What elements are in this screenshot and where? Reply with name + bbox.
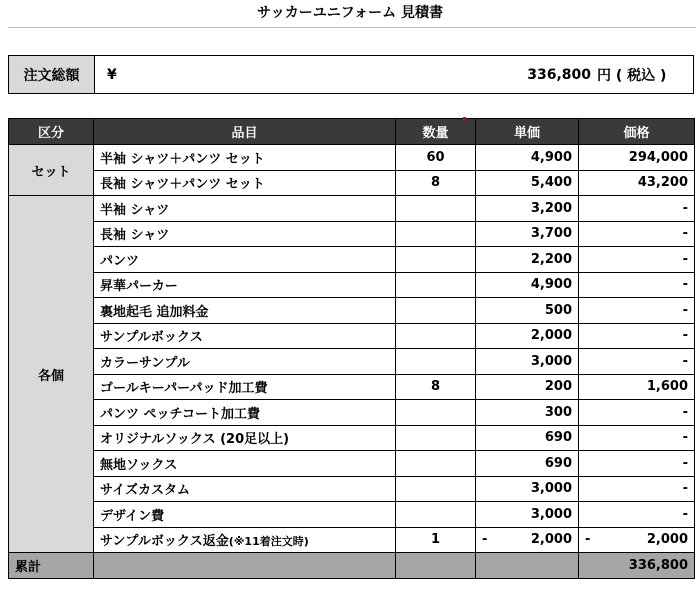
- cell-comment-marker: [463, 117, 466, 120]
- quantity-cell: [396, 400, 476, 426]
- estimate-table: [8, 118, 695, 579]
- table-row: [9, 196, 695, 222]
- price-cell: -: [579, 298, 695, 324]
- table-row: [9, 374, 695, 400]
- unit-price-cell: 500: [476, 298, 579, 324]
- quantity-cell: 60: [396, 145, 476, 171]
- price-cell: -: [579, 272, 695, 298]
- price-cell: -: [579, 400, 695, 426]
- price-cell: -: [579, 502, 695, 528]
- item-cell: 長袖 シャツ＋パンツ セット: [94, 170, 396, 196]
- quantity-cell: [396, 221, 476, 247]
- table-row: [9, 272, 695, 298]
- minus-sign: -: [482, 532, 488, 548]
- price-cell: 294,000: [579, 145, 695, 171]
- price-cell: -: [579, 425, 695, 451]
- price-cell: [579, 527, 695, 553]
- quantity-cell: [396, 476, 476, 502]
- unit-price-cell: 690: [476, 425, 579, 451]
- item-cell: 無地ソックス: [94, 451, 396, 477]
- header-row: [9, 119, 695, 145]
- quantity-cell: 8: [396, 374, 476, 400]
- unit-price-cell: 2,200: [476, 247, 579, 273]
- total-row: [9, 553, 695, 579]
- table-row: [9, 451, 695, 477]
- table-row: [9, 476, 695, 502]
- unit-price-cell: 690: [476, 451, 579, 477]
- table-row: [9, 221, 695, 247]
- order-total-box: [8, 55, 694, 94]
- item-cell: 昇華パーカー: [94, 272, 396, 298]
- table-row: [9, 502, 695, 528]
- quantity-cell: [396, 247, 476, 273]
- unit-price-cell: 3,000: [476, 349, 579, 375]
- total-filler: [476, 553, 579, 579]
- item-cell: パンツ: [94, 247, 396, 273]
- item-note: (※11着注文時): [228, 535, 309, 549]
- col-header-unit-price: 単価: [476, 119, 579, 145]
- item-name: サンプルボックス返金: [100, 534, 229, 550]
- item-cell: 半袖 シャツ: [94, 196, 396, 222]
- table-row: [9, 170, 695, 196]
- title-divider: [8, 27, 696, 28]
- price-cell: 1,600: [579, 374, 695, 400]
- table-row: [9, 527, 695, 553]
- unit-price-value: 2,000: [530, 532, 572, 548]
- unit-price-cell: 3,000: [476, 476, 579, 502]
- unit-price-cell: 3,000: [476, 502, 579, 528]
- total-filler: [396, 553, 476, 579]
- quantity-cell: [396, 425, 476, 451]
- order-total-label: 注文総額: [9, 56, 95, 93]
- section-label-set: セット: [9, 145, 94, 196]
- table-row: [9, 247, 695, 273]
- section-label-individual: 各個: [9, 196, 94, 553]
- item-cell: パンツ ペッチコート加工費: [94, 400, 396, 426]
- item-cell: 長袖 シャツ: [94, 221, 396, 247]
- order-total-amount: 336,800: [527, 66, 591, 83]
- item-cell: [94, 527, 396, 553]
- quantity-cell: 8: [396, 170, 476, 196]
- quantity-cell: [396, 196, 476, 222]
- quantity-cell: 1: [396, 527, 476, 553]
- item-cell: サイズカスタム: [94, 476, 396, 502]
- item-cell: 裏地起毛 追加料金: [94, 298, 396, 324]
- item-cell: ゴールキーパーパッド加工費: [94, 374, 396, 400]
- price-cell: -: [579, 476, 695, 502]
- item-cell: オリジナルソックス (20足以上): [94, 425, 396, 451]
- currency-symbol: ¥: [107, 66, 117, 83]
- col-header-price: 価格: [579, 119, 695, 145]
- unit-price-cell: 300: [476, 400, 579, 426]
- price-cell: -: [579, 323, 695, 349]
- table-row: [9, 349, 695, 375]
- table-row: [9, 298, 695, 324]
- table-row: [9, 323, 695, 349]
- col-header-quantity: 数量: [396, 119, 476, 145]
- document-title: サッカーユニフォーム 見積書: [257, 5, 443, 21]
- table-row: [9, 145, 695, 171]
- quantity-cell: [396, 298, 476, 324]
- table-row: [9, 425, 695, 451]
- price-value: 2,000: [646, 532, 688, 548]
- unit-price-cell: [476, 527, 579, 553]
- item-cell: サンプルボックス: [94, 323, 396, 349]
- quantity-cell: [396, 323, 476, 349]
- unit-price-cell: 4,900: [476, 145, 579, 171]
- quantity-cell: [396, 451, 476, 477]
- unit-price-cell: 2,000: [476, 323, 579, 349]
- total-filler: [94, 553, 396, 579]
- minus-sign: -: [585, 532, 591, 548]
- unit-price-cell: 3,700: [476, 221, 579, 247]
- price-cell: -: [579, 247, 695, 273]
- col-header-category: 区分: [9, 119, 94, 145]
- order-total-unit: 円 ( 税込 ): [597, 67, 667, 84]
- item-cell: 半袖 シャツ＋パンツ セット: [94, 145, 396, 171]
- unit-price-cell: 4,900: [476, 272, 579, 298]
- unit-price-cell: 5,400: [476, 170, 579, 196]
- item-cell: カラーサンプル: [94, 349, 396, 375]
- price-cell: 43,200: [579, 170, 695, 196]
- quantity-cell: [396, 349, 476, 375]
- col-header-item: 品目: [94, 119, 396, 145]
- total-price: 336,800: [579, 553, 695, 579]
- price-cell: -: [579, 221, 695, 247]
- quantity-cell: [396, 502, 476, 528]
- price-cell: -: [579, 451, 695, 477]
- item-cell: デザイン費: [94, 502, 396, 528]
- price-cell: -: [579, 349, 695, 375]
- price-cell: -: [579, 196, 695, 222]
- unit-price-cell: 3,200: [476, 196, 579, 222]
- total-label: 累計: [9, 553, 94, 579]
- table-row: [9, 400, 695, 426]
- quantity-cell: [396, 272, 476, 298]
- unit-price-cell: 200: [476, 374, 579, 400]
